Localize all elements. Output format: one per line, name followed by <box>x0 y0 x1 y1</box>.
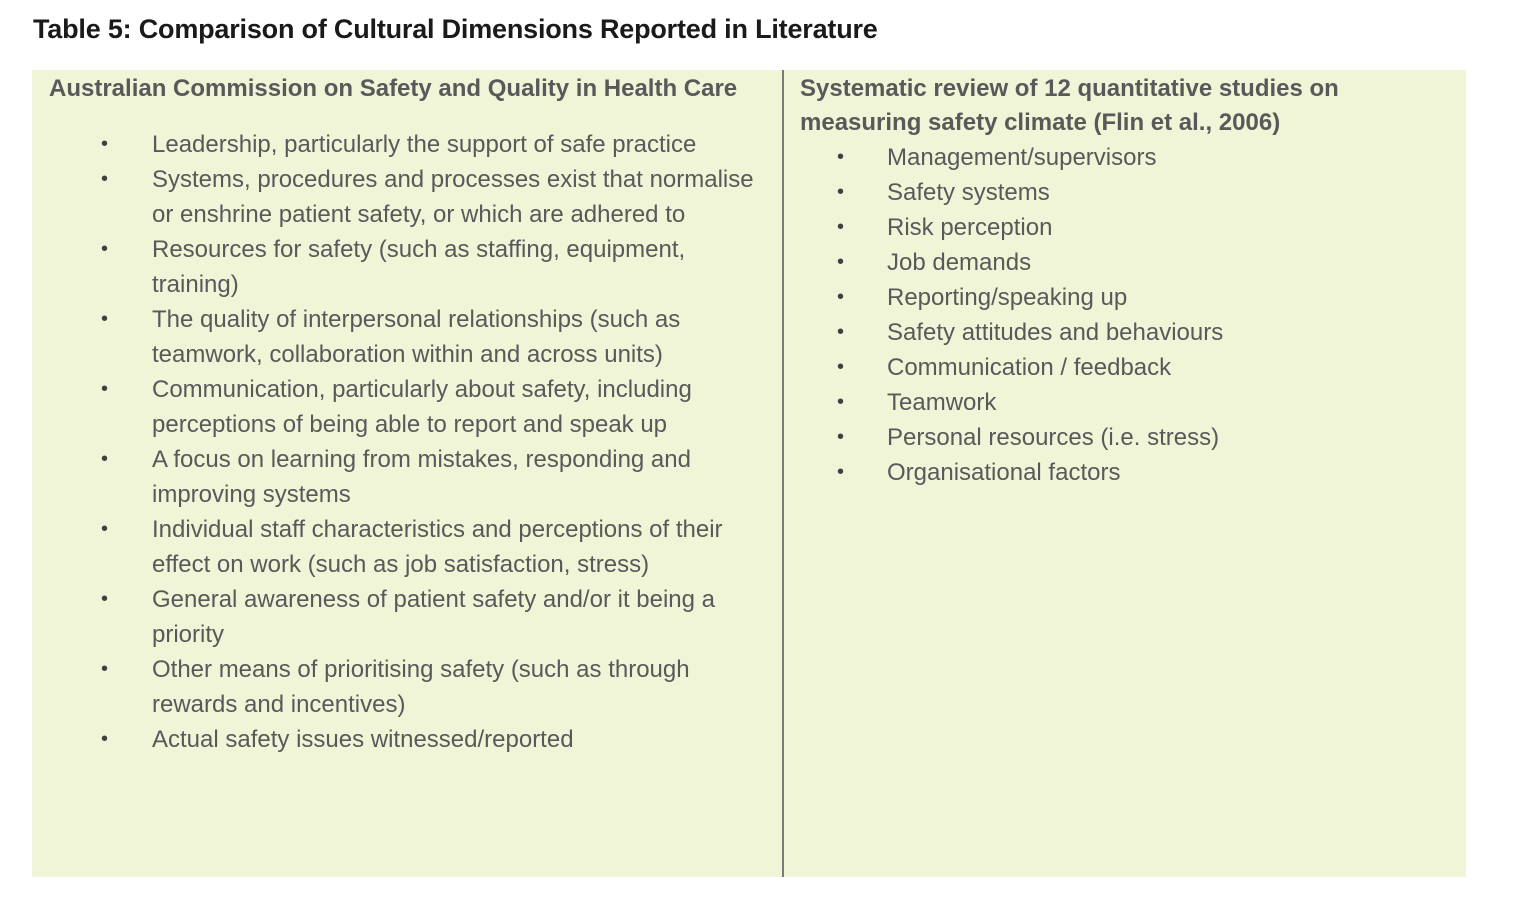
list-item <box>800 140 1447 175</box>
list-item <box>800 315 1447 350</box>
list-item <box>49 722 762 757</box>
left-bullet-list <box>49 127 782 757</box>
list-item-text: Teamwork <box>887 389 997 416</box>
list-item-text: Organisational factors <box>887 459 1121 486</box>
list-item <box>49 232 762 302</box>
list-item <box>49 512 762 582</box>
list-item-text: Safety systems <box>887 179 1050 206</box>
bullet-icon: • <box>837 286 845 308</box>
bullet-icon: • <box>837 251 845 273</box>
bullet-icon: • <box>101 518 109 540</box>
right-column-heading: Systematic review of 12 quantitative studies on measuring safety climate (Flin et al., 2006) <box>800 75 1339 136</box>
list-item-text: Individual staff characteristics and perceptions of their effect on work (such as job satisfaction, stress) <box>152 516 723 578</box>
bullet-icon: • <box>101 238 109 260</box>
bullet-icon: • <box>101 728 109 750</box>
list-item <box>49 652 762 722</box>
bullet-icon: • <box>837 321 845 343</box>
list-item-text: The quality of interpersonal relationships (such as teamwork, collaboration within and across units) <box>152 306 681 368</box>
list-item <box>800 350 1447 385</box>
list-item-text: Communication / feedback <box>887 354 1172 381</box>
comparison-table <box>32 70 1466 877</box>
left-column-heading: Australian Commission on Safety and Quality in Health Care <box>49 75 738 102</box>
list-item-text: Systems, procedures and processes exist that normalise or enshrine patient safety, or which are adhered to <box>152 166 754 228</box>
list-item-text: A focus on learning from mistakes, responding and improving systems <box>152 446 691 508</box>
list-item <box>49 302 762 372</box>
list-item-text: Risk perception <box>887 214 1053 241</box>
bullet-icon: • <box>101 658 109 680</box>
list-item <box>800 280 1447 315</box>
bullet-icon: • <box>101 133 109 155</box>
list-item-text: Communication, particularly about safety, including perceptions of being able to report and speak up <box>152 376 692 438</box>
list-item <box>800 385 1447 420</box>
left-column <box>32 70 784 877</box>
list-item-text: Other means of prioritising safety (such as through rewards and incentives) <box>152 656 690 718</box>
bullet-icon: • <box>837 391 845 413</box>
heading-spacer <box>49 106 782 127</box>
bullet-icon: • <box>101 448 109 470</box>
list-item-text: Management/supervisors <box>887 144 1157 171</box>
bullet-icon: • <box>101 378 109 400</box>
bullet-icon: • <box>837 181 845 203</box>
list-item <box>49 372 762 442</box>
list-item-text: Reporting/speaking up <box>887 284 1128 311</box>
right-column <box>784 70 1466 877</box>
bullet-icon: • <box>101 308 109 330</box>
list-item <box>800 420 1447 455</box>
bullet-icon: • <box>101 168 109 190</box>
list-item-text: Leadership, particularly the support of safe practice <box>152 131 697 158</box>
bullet-icon: • <box>837 426 845 448</box>
list-item <box>800 455 1447 490</box>
list-item <box>49 442 762 512</box>
bullet-icon: • <box>837 146 845 168</box>
table-title: Table 5: Comparison of Cultural Dimensions Reported in Literature <box>33 14 878 44</box>
list-item <box>49 127 762 162</box>
list-item <box>49 582 762 652</box>
right-bullet-list <box>800 140 1466 490</box>
bullet-icon: • <box>837 216 845 238</box>
list-item-text: Actual safety issues witnessed/reported <box>152 726 574 753</box>
list-item-text: Resources for safety (such as staffing, equipment, training) <box>152 236 686 298</box>
list-item <box>49 162 762 232</box>
list-item-text: General awareness of patient safety and/or it being a priority <box>152 586 716 648</box>
list-item <box>800 245 1447 280</box>
list-item <box>800 210 1447 245</box>
list-item <box>800 175 1447 210</box>
list-item-text: Personal resources (i.e. stress) <box>887 424 1220 451</box>
list-item-text: Job demands <box>887 249 1032 276</box>
bullet-icon: • <box>837 356 845 378</box>
bullet-icon: • <box>101 588 109 610</box>
bullet-icon: • <box>837 461 845 483</box>
list-item-text: Safety attitudes and behaviours <box>887 319 1224 346</box>
